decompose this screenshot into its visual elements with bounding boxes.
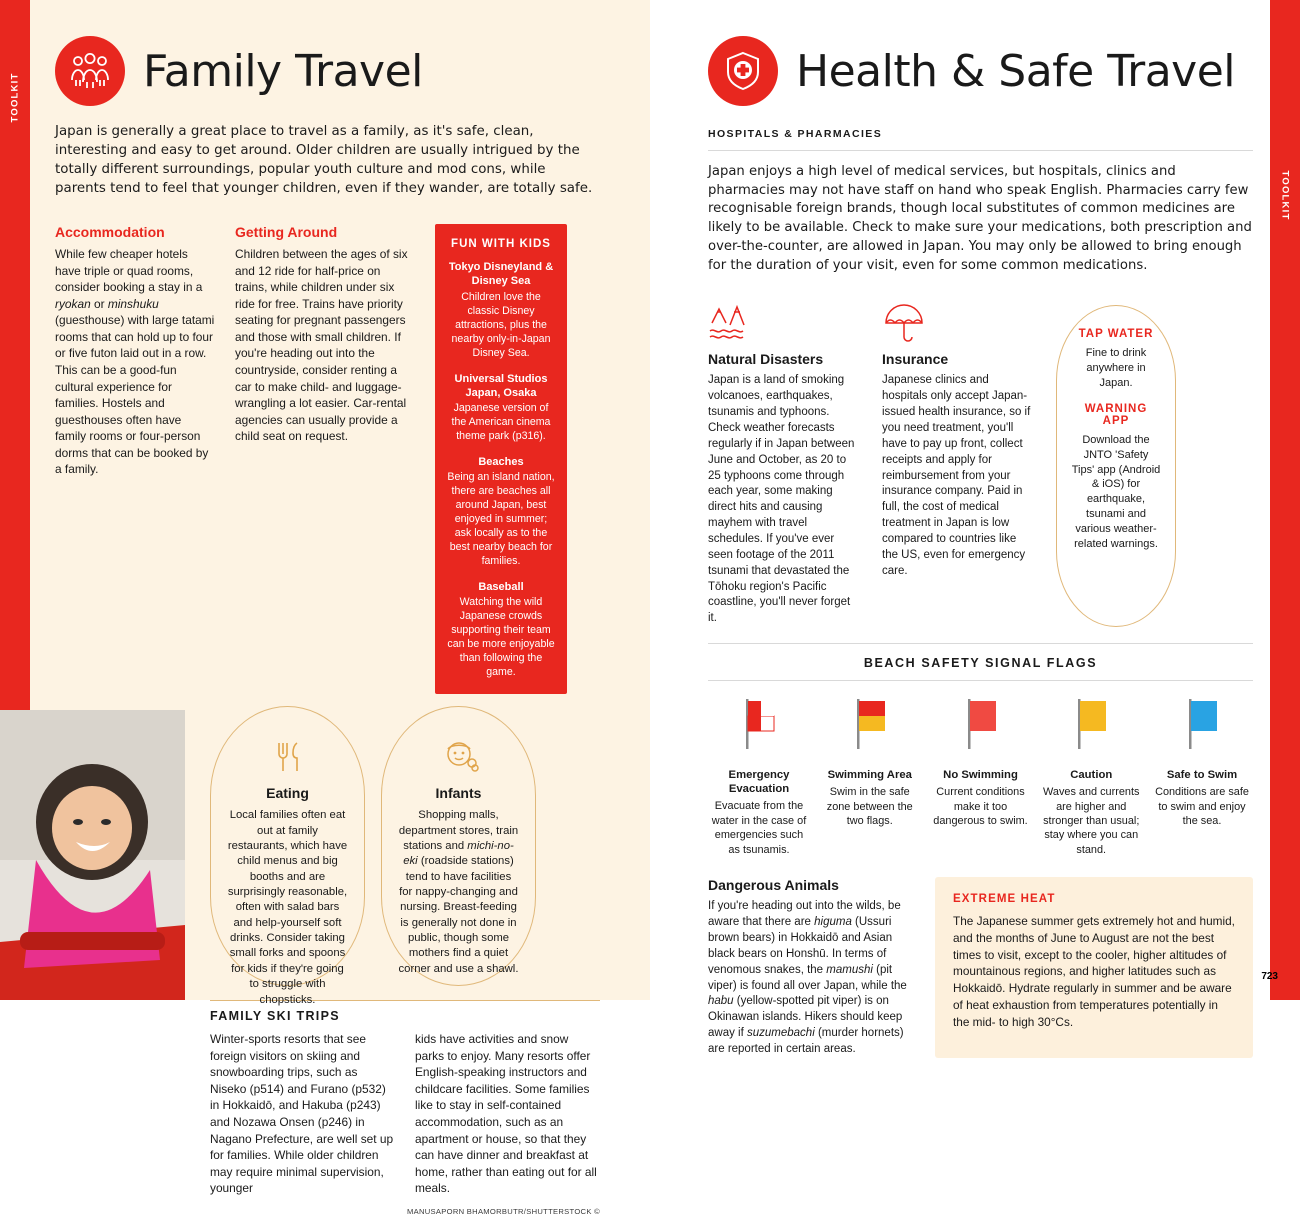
infants-title: Infants [435,785,482,802]
dangerous-animals-section [708,877,913,1058]
beach-flags-list [708,695,1253,857]
flag-desc: Evacuate from the water in the case of emergencies such as tsunamis. [711,800,807,856]
fun-with-kids-box [435,224,567,694]
fun-item-desc: Children love the classic Disney attractions, plus the nearby only-in-Japan Disney Sea. [451,290,551,359]
flag-caution-icon [1060,695,1122,753]
warning-app-heading: WARNING APP [1084,402,1148,427]
flag-item [1151,695,1253,857]
eating-text: Local families often eat out at family restaurants, which have child menus and big booths and are surprisingly reasonable, often with salad bars and help-yourself soft drinks. Consider taking small forks and spoons for kids if they're going to struggle with chopsticks. [227,809,348,1006]
flag-item [1040,695,1142,857]
tap-water-heading: TAP WATER [1078,328,1154,341]
cutlery-icon [227,735,348,779]
fun-item-desc: Japanese version of the American cinema theme park (p316). [451,402,551,443]
hospitals-intro: Japan enjoys a high level of medical services, but hospitals, clinics and pharmacies may not have staff on hand who speak English. Pharmacies carry few recognisable foreign brands, though local substitutes of common medicines are likely to be available. Check to make sure your medications, both prescription and over-the-counter, are allowed in Japan. You may only be allowed to bring enough for the duration of your visit, even for some common medications. [708,164,1252,273]
fun-item-title: Universal Studios Japan, Osaka [454,372,548,399]
photo-credit: MANUSAPORN BHAMORBUTR/SHUTTERSTOCK © [406,1206,600,1216]
family-ski-section [210,1000,600,1215]
chapter-header-left [55,36,600,106]
flag-safe-to-swim-icon [1171,695,1233,753]
section-label-hospitals: HOSPITALS & PHARMACIES [708,128,883,140]
flag-name: Emergency Evacuation [728,769,790,796]
fun-item-title: Baseball [478,581,524,594]
accommodation-heading: Accommodation [55,224,165,241]
flag-name: Swimming Area [827,769,912,782]
flag-no-swimming-icon [950,695,1012,753]
side-tab-toolkit-left [0,0,30,195]
fun-item-title: Tokyo Disneyland & Disney Sea [448,261,554,288]
flag-desc: Current conditions make it too dangerous to swim. [933,786,1028,828]
flag-swimming-area-icon [839,695,901,753]
dangerous-animals-text: If you're heading out into the wilds, be aware that there are higuma (Ussuri brown bears) in Hokkaidō and Asian black bears on Honshū. In terms of venomous snakes, the mamushi (pit viper) is found all over Japan, while the habu (yellow-spotted pit viper) is on Okinawan islands. Hikers should keep away if suzumebachi (murder hornets) are reported in certain areas. [708,900,907,1055]
fun-item-title: Beaches [478,456,524,469]
flag-item [930,695,1032,857]
divider [708,150,1253,151]
ski-col-1: Winter-sports resorts that see foreign visitors on skiing and snowboarding trips, such as Niseko (p514) and Furano (p532) in Hokkaidō, and Hakuba (p243) and Nozawa Onsen (p246) in Nagano Prefecture, are well set up for families. While older children may require minimal supervision, younger [210,1032,394,1196]
getting-around-body: Children between the ages of six and 12 ride for half-price on trains, while children under six ride for free. Trains have priority seating for pregnant passengers and those with small children. If you're heading out into the countryside, consider renting a car to make child- and luggage-wrangling a lot easier. Car-rental agencies can usually provide a child seat on request. [235,247,408,444]
getting-around-column [235,224,415,694]
baby-icon [398,735,519,779]
eating-title: Eating [266,785,309,802]
accommodation-body: While few cheaper hotels have triple or quad rooms, consider booking a stay in a ryokan or minshuku (guesthouse) with large tatami rooms that can hold up to four or five futon laid out in a row. This can be a good-fun cultural experience for families. Hostels and guesthouses often have family rooms or four-person dorms that can be booked by a family. [55,247,215,477]
flag-emergency-evacuation-icon [728,695,790,753]
getting-around-heading: Getting Around [235,224,338,241]
insurance-column [882,293,1034,627]
flag-desc: Waves and currents are higher and stronger than usual; stay where you can stand. [1043,786,1140,856]
tap-water-card [1056,305,1176,627]
medical-cross-shield-icon [708,36,778,106]
flag-desc: Conditions are safe to swim and enjoy the sea. [1155,786,1249,828]
page-title: Family Travel [143,45,423,97]
ski-col-2: kids have activities and snow parks to enjoy. Many resorts offer English-speaking instructors and childcare facilities. Some families like to stay in self-contained accommodation, such as an apartment or house, so that they can have dinner and breakfast at home, rather than eating out for all meals. [415,1032,597,1196]
right-page [650,0,1300,1055]
child-sled-photo [0,710,185,1000]
intro-paragraph: Japan is generally a great place to travel as a family, as it's safe, clean, interesting and easy to get around. Older children are usually intrigued by the totally different surroundings, popular youth culture and mod cons, while parents tend to feel that younger children, even if they wander, are totally safe. [55,124,593,197]
infants-card [381,706,536,986]
side-tab-label: TOOLKIT [1279,170,1291,220]
warning-app-text: Download the JNTO 'Safety Tips' app (Android & iOS) for earthquake, tsunami and various weather-related warnings. [1071,433,1161,550]
accommodation-column [55,224,215,694]
eating-card [210,706,365,1006]
side-tab-toolkit-right [1270,130,1300,260]
infants-text: Shopping malls, department stores, train stations and michi-no-eki (roadside stations) tend to have facilities for nappy-changing and nursing. Breast-feeding is generally not done in public, though some mothers find a quiet corner and use a shawl. [398,809,519,975]
side-tab-label: TOOLKIT [9,72,21,123]
insurance-text: Japanese clinics and hospitals only accept Japan-issued health insurance, so if you need treatment, you'll have to pay up front, collect receipts and apply for reimbursement from your insurance company. Paid in full, the cost of medical treatment in Japan is low compared to countries like the US, even for emergency care. [882,374,1031,577]
extreme-heat-text: The Japanese summer gets extremely hot and humid, and the months of June to August are not the best times to visit, except to the cooler, higher altitudes of mountainous regions, and higher latitudes such as Hokkaidō. Hydrate regularly in summer and be aware of heat exhaustion from temperatures potentially in the mid- to high 30°Cs. [953,914,1235,1029]
extreme-heat-box [935,877,1253,1058]
flag-desc: Swim in the safe zone between the two flags. [826,786,913,828]
natural-disasters-title: Natural Disasters [708,351,824,368]
divider [708,680,1253,681]
page-title: Health & Safe Travel [796,45,1236,97]
family-icon [55,36,125,106]
volcano-earthquake-icon [708,293,860,343]
dangerous-animals-title: Dangerous Animals [708,877,839,894]
divider [708,643,1253,644]
fun-with-kids-heading: FUN WITH KIDS [451,238,551,251]
fun-item-desc: Watching the wild Japanese crowds supporting their team can be more enjoyable than following the game. [447,596,555,679]
flag-name: No Swimming [943,769,1018,782]
umbrella-icon [882,293,1034,343]
flag-name: Safe to Swim [1166,769,1238,782]
flag-name: Caution [1070,769,1113,782]
page-number-right: 723 [1261,971,1278,982]
fun-item-desc: Being an island nation, there are beaches all around Japan, best enjoyed in summer; ask locally as to the best nearby beach for families. [447,471,555,568]
tap-water-text: Fine to drink anywhere in Japan. [1085,347,1147,390]
flag-item [708,695,810,857]
natural-disasters-text: Japan is a land of smoking volcanoes, earthquakes, tsunamis and typhoons. Check weather forecasts regularly if in Japan between June and October, as 20 to 25 typhoons come through each year, some making direct hits and causing mayhem with travel schedules. If you've ever seen footage of the 2011 tsunami that devastated the Tōhoku region's Pacific coastline, you'll never forget it. [708,374,855,625]
natural-disasters-column [708,293,860,627]
insurance-title: Insurance [882,351,949,368]
beach-flags-heading: BEACH SAFETY SIGNAL FLAGS [863,656,1098,671]
flag-item [819,695,921,857]
extreme-heat-heading: EXTREME HEAT [953,893,1056,906]
ski-heading: FAMILY SKI TRIPS [210,1009,340,1024]
chapter-header-right [708,36,1253,106]
